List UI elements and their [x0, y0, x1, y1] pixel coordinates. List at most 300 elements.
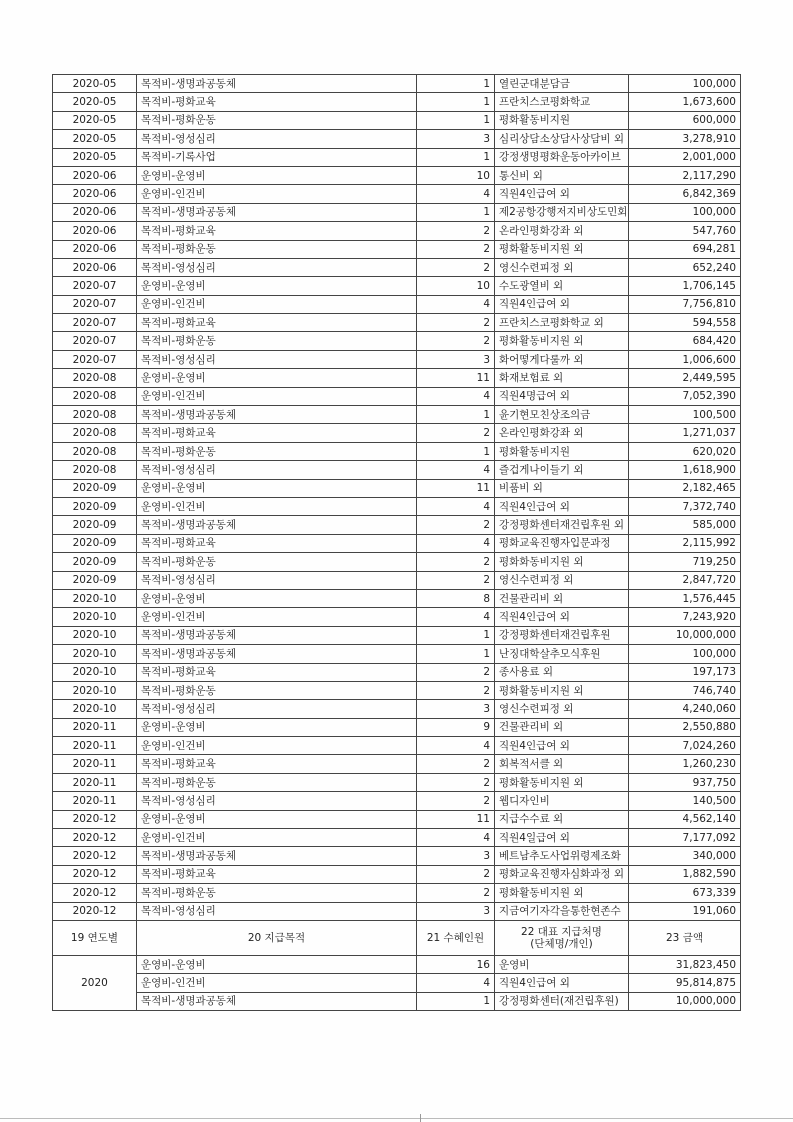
row-purpose: 목적비-영성심리 — [137, 700, 417, 718]
row-recipient-count: 2 — [417, 755, 495, 773]
row-month: 2020-05 — [53, 93, 137, 111]
table-row — [53, 442, 741, 460]
table-row — [53, 185, 741, 203]
row-recipient-count: 3 — [417, 847, 495, 865]
row-payee: 직원4인급여 외 — [495, 185, 629, 203]
row-amount: 694,281 — [629, 240, 741, 258]
row-recipient-count: 1 — [417, 203, 495, 221]
table-row — [53, 497, 741, 515]
row-purpose: 운영비-운영비 — [137, 479, 417, 497]
row-amount: 684,420 — [629, 332, 741, 350]
row-payee: 심리상담소상담사상담비 외 — [495, 130, 629, 148]
header-purpose: 20 지급목적 — [137, 920, 417, 955]
row-purpose: 운영비-인건비 — [137, 829, 417, 847]
summary-payee: 직원4인급여 외 — [495, 974, 629, 992]
row-payee: 평화활동비지원 — [495, 442, 629, 460]
row-purpose: 목적비-평화운동 — [137, 111, 417, 129]
summary-count: 4 — [417, 974, 495, 992]
row-payee: 화재보험료 외 — [495, 369, 629, 387]
row-amount: 140,500 — [629, 792, 741, 810]
row-amount: 191,060 — [629, 902, 741, 920]
row-month: 2020-06 — [53, 166, 137, 184]
row-recipient-count: 1 — [417, 442, 495, 460]
table-row — [53, 479, 741, 497]
row-recipient-count: 1 — [417, 93, 495, 111]
row-payee: 직원4명급여 외 — [495, 387, 629, 405]
header-payee-line1: 22 대표 지급처명 — [521, 925, 602, 938]
expenditure-table — [52, 74, 741, 1011]
row-month: 2020-05 — [53, 111, 137, 129]
row-payee: 직원4인급여 외 — [495, 608, 629, 626]
row-recipient-count: 11 — [417, 810, 495, 828]
table-row — [53, 166, 741, 184]
row-payee: 온라인평화강좌 외 — [495, 424, 629, 442]
table-row — [53, 350, 741, 368]
row-purpose: 목적비-평화운동 — [137, 681, 417, 699]
row-payee: 영신수련피정 외 — [495, 700, 629, 718]
row-amount: 1,882,590 — [629, 865, 741, 883]
page-bottom-tick — [420, 1114, 421, 1122]
row-purpose: 운영비-인건비 — [137, 497, 417, 515]
row-month: 2020-09 — [53, 534, 137, 552]
row-payee: 베트남추도사업위령제조화 — [495, 847, 629, 865]
row-purpose: 목적비-평화운동 — [137, 884, 417, 902]
page-bottom-rule — [0, 1118, 793, 1119]
table-row — [53, 865, 741, 883]
row-purpose: 목적비-평화교육 — [137, 314, 417, 332]
row-amount: 652,240 — [629, 258, 741, 276]
header-year: 19 연도별 — [53, 920, 137, 955]
row-amount: 2,117,290 — [629, 166, 741, 184]
header-recipients: 21 수혜인원 — [417, 920, 495, 955]
row-month: 2020-12 — [53, 884, 137, 902]
row-payee: 열린군대분담금 — [495, 75, 629, 93]
row-purpose: 운영비-운영비 — [137, 166, 417, 184]
row-purpose: 운영비-인건비 — [137, 387, 417, 405]
row-month: 2020-06 — [53, 203, 137, 221]
row-payee: 회복적서클 외 — [495, 755, 629, 773]
table-row — [53, 847, 741, 865]
row-amount: 2,847,720 — [629, 571, 741, 589]
row-month: 2020-08 — [53, 387, 137, 405]
row-month: 2020-08 — [53, 369, 137, 387]
summary-year: 2020 — [53, 955, 137, 1010]
row-amount: 1,618,900 — [629, 461, 741, 479]
table-row — [53, 516, 741, 534]
summary-count: 16 — [417, 955, 495, 973]
row-month: 2020-09 — [53, 479, 137, 497]
row-purpose: 목적비-평화교육 — [137, 663, 417, 681]
row-amount: 1,271,037 — [629, 424, 741, 442]
row-month: 2020-06 — [53, 258, 137, 276]
row-amount: 6,842,369 — [629, 185, 741, 203]
row-payee: 종사용료 외 — [495, 663, 629, 681]
row-month: 2020-09 — [53, 497, 137, 515]
header-amount: 23 금액 — [629, 920, 741, 955]
table-row — [53, 148, 741, 166]
row-amount: 340,000 — [629, 847, 741, 865]
row-month: 2020-07 — [53, 332, 137, 350]
row-purpose: 목적비-평화교육 — [137, 755, 417, 773]
row-amount: 7,243,920 — [629, 608, 741, 626]
row-amount: 1,673,600 — [629, 93, 741, 111]
row-payee: 건물관리비 외 — [495, 589, 629, 607]
column-header-row — [53, 920, 741, 955]
row-amount: 4,562,140 — [629, 810, 741, 828]
table-row — [53, 663, 741, 681]
row-amount: 2,449,595 — [629, 369, 741, 387]
row-amount: 7,756,810 — [629, 295, 741, 313]
row-purpose: 운영비-운영비 — [137, 810, 417, 828]
table-row — [53, 240, 741, 258]
row-payee: 건물관리비 외 — [495, 718, 629, 736]
row-recipient-count: 2 — [417, 792, 495, 810]
row-recipient-count: 2 — [417, 258, 495, 276]
row-purpose: 목적비-영성심리 — [137, 461, 417, 479]
row-purpose: 운영비-운영비 — [137, 277, 417, 295]
row-recipient-count: 2 — [417, 553, 495, 571]
table-row — [53, 755, 741, 773]
row-purpose: 목적비-평화교육 — [137, 865, 417, 883]
table-row — [53, 681, 741, 699]
row-recipient-count: 4 — [417, 461, 495, 479]
row-month: 2020-12 — [53, 829, 137, 847]
table-row — [53, 111, 741, 129]
row-month: 2020-09 — [53, 553, 137, 571]
row-recipient-count: 11 — [417, 479, 495, 497]
summary-payee: 강정평화센터(재건립후원) — [495, 992, 629, 1010]
table-row — [53, 718, 741, 736]
table-row — [53, 792, 741, 810]
row-payee: 영신수련피정 외 — [495, 571, 629, 589]
row-month: 2020-07 — [53, 314, 137, 332]
row-payee: 평화활동비지원 외 — [495, 240, 629, 258]
row-recipient-count: 2 — [417, 663, 495, 681]
row-purpose: 목적비-평화운동 — [137, 773, 417, 791]
row-amount: 2,001,000 — [629, 148, 741, 166]
row-month: 2020-08 — [53, 424, 137, 442]
row-recipient-count: 3 — [417, 350, 495, 368]
row-recipient-count: 4 — [417, 737, 495, 755]
summary-amount: 10,000,000 — [629, 992, 741, 1010]
row-purpose: 목적비-영성심리 — [137, 258, 417, 276]
row-payee: 제2공항강행저지비상도민회 — [495, 203, 629, 221]
row-month: 2020-11 — [53, 737, 137, 755]
row-payee: 프란치스코평화학교 외 — [495, 314, 629, 332]
row-payee: 평화활동비지원 — [495, 111, 629, 129]
row-amount: 1,576,445 — [629, 589, 741, 607]
row-purpose: 목적비-생명과공동체 — [137, 406, 417, 424]
summary-purpose: 목적비-생명과공동체 — [137, 992, 417, 1010]
row-payee: 평화교육진행자입문과정 — [495, 534, 629, 552]
row-amount: 100,000 — [629, 75, 741, 93]
row-recipient-count: 8 — [417, 589, 495, 607]
row-purpose: 목적비-평화교육 — [137, 424, 417, 442]
row-month: 2020-11 — [53, 718, 137, 736]
table-row — [53, 258, 741, 276]
table-row — [53, 589, 741, 607]
row-amount: 594,558 — [629, 314, 741, 332]
row-recipient-count: 2 — [417, 222, 495, 240]
row-payee: 평화활동비지원 외 — [495, 773, 629, 791]
row-recipient-count: 2 — [417, 865, 495, 883]
row-amount: 673,339 — [629, 884, 741, 902]
row-recipient-count: 1 — [417, 111, 495, 129]
summary-count: 1 — [417, 992, 495, 1010]
row-purpose: 목적비-영성심리 — [137, 902, 417, 920]
table-row — [53, 93, 741, 111]
row-purpose: 운영비-운영비 — [137, 718, 417, 736]
row-purpose: 목적비-평화운동 — [137, 553, 417, 571]
table-row — [53, 314, 741, 332]
table-row — [53, 534, 741, 552]
row-recipient-count: 3 — [417, 902, 495, 920]
row-amount: 746,740 — [629, 681, 741, 699]
row-purpose: 목적비-평화운동 — [137, 240, 417, 258]
row-payee: 지급수수료 외 — [495, 810, 629, 828]
row-purpose: 목적비-생명과공동체 — [137, 75, 417, 93]
table-row — [53, 884, 741, 902]
row-recipient-count: 2 — [417, 571, 495, 589]
row-payee: 강정평화센터재건립후원 — [495, 626, 629, 644]
row-month: 2020-11 — [53, 755, 137, 773]
row-payee: 수도광열비 외 — [495, 277, 629, 295]
summary-purpose: 운영비-인건비 — [137, 974, 417, 992]
row-payee: 직원4인급여 외 — [495, 737, 629, 755]
row-month: 2020-05 — [53, 148, 137, 166]
row-purpose: 운영비-인건비 — [137, 737, 417, 755]
row-amount: 7,177,092 — [629, 829, 741, 847]
row-month: 2020-07 — [53, 350, 137, 368]
row-amount: 2,550,880 — [629, 718, 741, 736]
row-amount: 2,115,992 — [629, 534, 741, 552]
table-row — [53, 130, 741, 148]
row-purpose: 운영비-인건비 — [137, 608, 417, 626]
row-purpose: 목적비-생명과공동체 — [137, 847, 417, 865]
row-amount: 100,000 — [629, 645, 741, 663]
row-month: 2020-05 — [53, 130, 137, 148]
summary-amount: 31,823,450 — [629, 955, 741, 973]
table-row — [53, 387, 741, 405]
table-row — [53, 332, 741, 350]
row-month: 2020-08 — [53, 406, 137, 424]
row-payee: 윤기현모친상조의금 — [495, 406, 629, 424]
row-purpose: 운영비-인건비 — [137, 185, 417, 203]
header-payee-line2: (단체명/개인) — [530, 937, 593, 950]
row-purpose: 목적비-생명과공동체 — [137, 516, 417, 534]
row-purpose: 목적비-생명과공동체 — [137, 203, 417, 221]
row-purpose: 목적비-평화교육 — [137, 93, 417, 111]
row-recipient-count: 10 — [417, 166, 495, 184]
row-payee: 난징대학살추모식후원 — [495, 645, 629, 663]
row-recipient-count: 1 — [417, 626, 495, 644]
row-month: 2020-10 — [53, 681, 137, 699]
table-row — [53, 75, 741, 93]
row-purpose: 목적비-평화운동 — [137, 442, 417, 460]
row-amount: 100,000 — [629, 203, 741, 221]
row-month: 2020-05 — [53, 75, 137, 93]
row-purpose: 목적비-영성심리 — [137, 571, 417, 589]
row-amount: 100,500 — [629, 406, 741, 424]
row-amount: 547,760 — [629, 222, 741, 240]
table-row — [53, 203, 741, 221]
row-purpose: 목적비-생명과공동체 — [137, 645, 417, 663]
row-payee: 직원4일급여 외 — [495, 829, 629, 847]
row-amount: 719,250 — [629, 553, 741, 571]
table-row — [53, 222, 741, 240]
row-month: 2020-11 — [53, 792, 137, 810]
row-recipient-count: 2 — [417, 314, 495, 332]
table-row — [53, 902, 741, 920]
row-purpose: 목적비-평화운동 — [137, 332, 417, 350]
row-recipient-count: 2 — [417, 240, 495, 258]
row-recipient-count: 9 — [417, 718, 495, 736]
row-amount: 1,260,230 — [629, 755, 741, 773]
row-amount: 585,000 — [629, 516, 741, 534]
row-payee: 즐겁게나이들기 외 — [495, 461, 629, 479]
row-recipient-count: 10 — [417, 277, 495, 295]
table-row — [53, 737, 741, 755]
summary-row — [53, 974, 741, 992]
row-amount: 1,706,145 — [629, 277, 741, 295]
row-month: 2020-10 — [53, 663, 137, 681]
row-payee: 직원4인급여 외 — [495, 497, 629, 515]
row-payee: 강정생명평화운동아카이브 — [495, 148, 629, 166]
table-row — [53, 424, 741, 442]
row-payee: 웹디자인비 — [495, 792, 629, 810]
summary-row — [53, 992, 741, 1010]
row-payee: 평화화동비지원 외 — [495, 553, 629, 571]
row-month: 2020-12 — [53, 810, 137, 828]
row-month: 2020-06 — [53, 222, 137, 240]
row-recipient-count: 4 — [417, 497, 495, 515]
row-month: 2020-09 — [53, 516, 137, 534]
row-recipient-count: 4 — [417, 295, 495, 313]
row-month: 2020-10 — [53, 626, 137, 644]
row-month: 2020-11 — [53, 773, 137, 791]
table-row — [53, 626, 741, 644]
row-amount: 7,024,260 — [629, 737, 741, 755]
row-amount: 2,182,465 — [629, 479, 741, 497]
row-payee: 비품비 외 — [495, 479, 629, 497]
table-row — [53, 645, 741, 663]
row-payee: 지금여기자각을통한현존수 — [495, 902, 629, 920]
row-payee: 직원4인급여 외 — [495, 295, 629, 313]
row-recipient-count: 3 — [417, 130, 495, 148]
row-purpose: 목적비-생명과공동체 — [137, 626, 417, 644]
row-recipient-count: 4 — [417, 387, 495, 405]
row-purpose: 목적비-평화교육 — [137, 534, 417, 552]
header-payee — [495, 920, 629, 955]
summary-row — [53, 955, 741, 973]
table-row — [53, 829, 741, 847]
table-row — [53, 461, 741, 479]
row-month: 2020-09 — [53, 571, 137, 589]
row-month: 2020-12 — [53, 865, 137, 883]
row-payee: 평화활동비지원 외 — [495, 681, 629, 699]
row-month: 2020-08 — [53, 461, 137, 479]
row-payee: 평화교육진행자심화과정 외 — [495, 865, 629, 883]
table-row — [53, 406, 741, 424]
row-recipient-count: 2 — [417, 424, 495, 442]
row-month: 2020-10 — [53, 589, 137, 607]
row-recipient-count: 2 — [417, 884, 495, 902]
table-row — [53, 571, 741, 589]
row-payee: 평화활동비지원 외 — [495, 884, 629, 902]
table-row — [53, 553, 741, 571]
row-purpose: 목적비-영성심리 — [137, 792, 417, 810]
row-month: 2020-10 — [53, 608, 137, 626]
row-amount: 10,000,000 — [629, 626, 741, 644]
row-recipient-count: 4 — [417, 185, 495, 203]
row-month: 2020-08 — [53, 442, 137, 460]
row-month: 2020-10 — [53, 700, 137, 718]
summary-purpose: 운영비-운영비 — [137, 955, 417, 973]
row-month: 2020-12 — [53, 847, 137, 865]
row-payee: 통신비 외 — [495, 166, 629, 184]
row-recipient-count: 2 — [417, 681, 495, 699]
table-row — [53, 369, 741, 387]
summary-payee: 운영비 — [495, 955, 629, 973]
table-row — [53, 295, 741, 313]
row-recipient-count: 1 — [417, 406, 495, 424]
row-amount: 7,372,740 — [629, 497, 741, 515]
row-month: 2020-06 — [53, 240, 137, 258]
row-amount: 600,000 — [629, 111, 741, 129]
row-recipient-count: 1 — [417, 645, 495, 663]
table-row — [53, 773, 741, 791]
row-recipient-count: 4 — [417, 829, 495, 847]
row-recipient-count: 1 — [417, 75, 495, 93]
row-purpose: 목적비-기록사업 — [137, 148, 417, 166]
row-purpose: 운영비-운영비 — [137, 369, 417, 387]
row-recipient-count: 3 — [417, 700, 495, 718]
row-amount: 7,052,390 — [629, 387, 741, 405]
row-month: 2020-10 — [53, 645, 137, 663]
table-row — [53, 608, 741, 626]
row-payee: 온라인평화강좌 외 — [495, 222, 629, 240]
row-recipient-count: 4 — [417, 608, 495, 626]
row-payee: 강정평화센터재건립후원 외 — [495, 516, 629, 534]
row-amount: 197,173 — [629, 663, 741, 681]
row-purpose: 운영비-운영비 — [137, 589, 417, 607]
row-amount: 620,020 — [629, 442, 741, 460]
row-amount: 3,278,910 — [629, 130, 741, 148]
row-month: 2020-07 — [53, 277, 137, 295]
expenditure-rows — [53, 75, 741, 1011]
row-month: 2020-12 — [53, 902, 137, 920]
row-purpose: 운영비-인건비 — [137, 295, 417, 313]
row-recipient-count: 1 — [417, 148, 495, 166]
row-month: 2020-07 — [53, 295, 137, 313]
row-payee: 프란치스코평화학교 — [495, 93, 629, 111]
summary-amount: 95,814,875 — [629, 974, 741, 992]
row-purpose: 목적비-평화교육 — [137, 222, 417, 240]
row-payee: 화어떻게다룰까 외 — [495, 350, 629, 368]
row-recipient-count: 4 — [417, 534, 495, 552]
row-month: 2020-06 — [53, 185, 137, 203]
row-amount: 1,006,600 — [629, 350, 741, 368]
table-row — [53, 810, 741, 828]
row-amount: 937,750 — [629, 773, 741, 791]
table-row — [53, 700, 741, 718]
row-amount: 4,240,060 — [629, 700, 741, 718]
row-recipient-count: 2 — [417, 773, 495, 791]
row-recipient-count: 2 — [417, 332, 495, 350]
table-row — [53, 277, 741, 295]
row-recipient-count: 11 — [417, 369, 495, 387]
row-payee: 영신수련피정 외 — [495, 258, 629, 276]
